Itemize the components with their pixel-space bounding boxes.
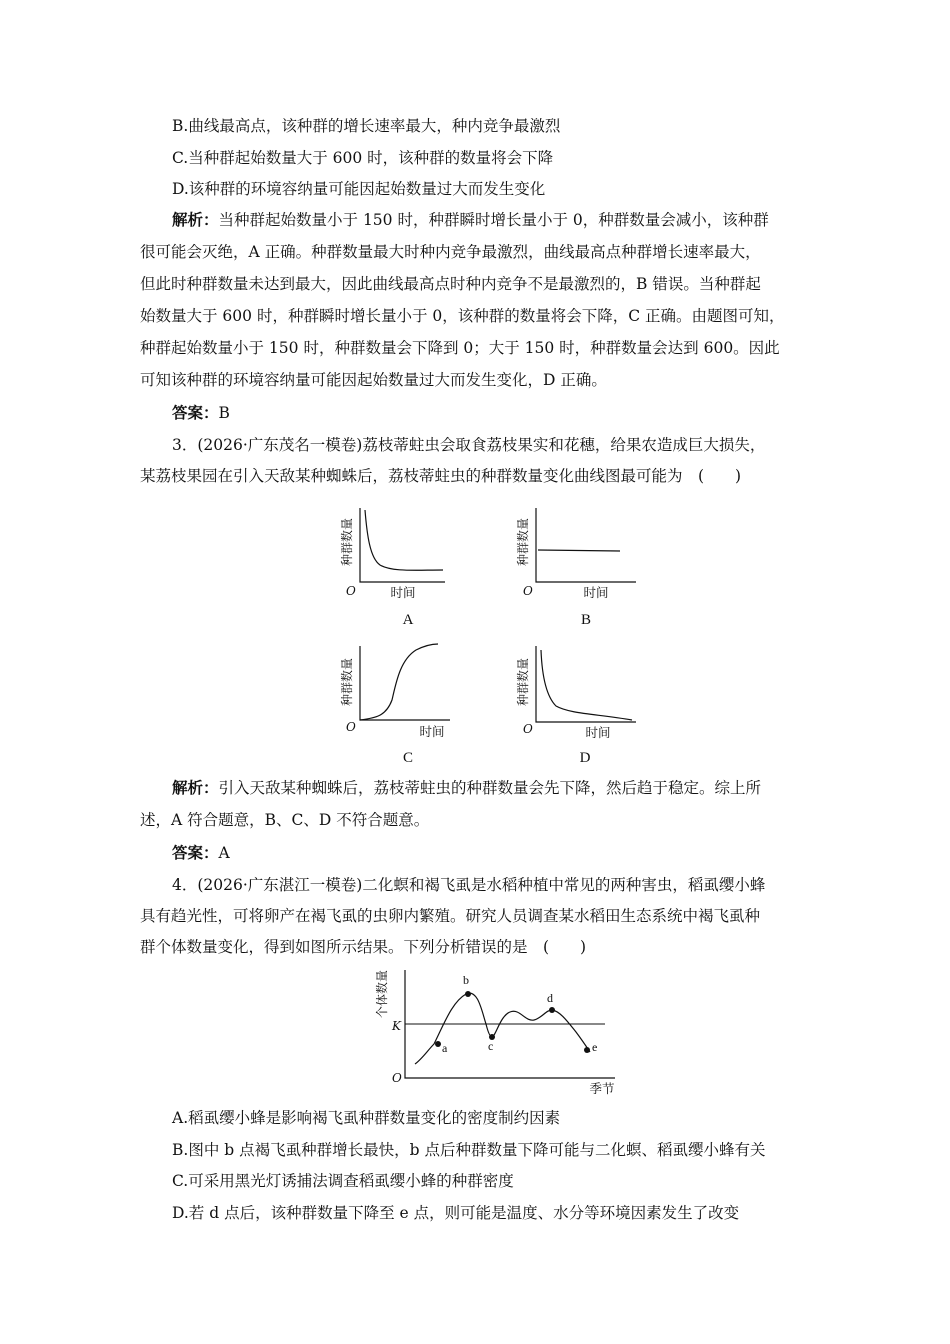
graph-q4-origin: O — [392, 1071, 402, 1085]
graph-a-caption: A — [402, 612, 414, 628]
q4-option-a: A.稻虱缨小蜂是影响褐飞虱种群数量变化的密度制约因素 — [172, 1109, 561, 1127]
graph-a-axes — [360, 508, 445, 582]
graph-d-xlabel: 时间 — [585, 725, 611, 740]
option-d-line: D.该种群的环境容纳量可能因起始数量过大而发生变化 — [172, 180, 546, 198]
graph-q4-point-e — [584, 1047, 590, 1053]
graph-b-caption: B — [580, 612, 592, 628]
question-3-line-1: 3．(2026·广东茂名一模卷)荔枝蒂蛀虫会取食荔枝果实和花穗，给果农造成巨大损失， — [172, 436, 766, 454]
option-b-line: B.曲线最高点，该种群的增长速率最大，种内竞争最激烈 — [172, 117, 561, 135]
graph-c-axes — [360, 646, 450, 720]
graph-b-curve — [538, 550, 620, 551]
question-4-line-3: 群个体数量变化，得到如图所示结果。下列分析错误的是 ( ) — [140, 938, 587, 956]
answer-line: 答案：B — [172, 403, 230, 422]
graph-b — [508, 500, 648, 630]
graph-c-caption: C — [402, 750, 414, 766]
graph-q4-label-e: e — [592, 1040, 598, 1054]
answer-3-label: 答案： — [172, 843, 219, 862]
graph-d-axes — [536, 646, 636, 722]
q4-option-d: D.若 d 点后，该种群数量下降至 e 点，则可能是温度、水分等环境因素发生了改变 — [172, 1204, 740, 1222]
graph-q4-ylabel: 个体数量 — [375, 969, 389, 1019]
graph-q4-point-b — [465, 991, 471, 997]
graph-a-curve — [365, 510, 443, 570]
question-4-line-1: 4．(2026·广东湛江一模卷)二化螟和褐飞虱是水稻种植中常见的两种害虫，稻虱缨小蜂 — [172, 876, 766, 894]
graph-d-ylabel: 种群数量 — [516, 657, 530, 707]
graph-b-xlabel: 时间 — [583, 585, 609, 600]
graph-d-curve — [541, 650, 632, 720]
graph-q4 — [370, 964, 630, 1098]
analysis-label: 解析： — [172, 210, 219, 229]
analysis-line-1: 解析：当种群起始数量小于 150 时，种群瞬时增长量小于 0，种群数量会减小，该种群 — [172, 210, 769, 229]
graph-q4-label-a: a — [442, 1041, 448, 1055]
graph-a-xlabel: 时间 — [390, 585, 416, 600]
graph-d-origin: O — [523, 722, 533, 736]
q4-option-b: B.图中 b 点褐飞虱种群增长最快，b 点后种群数量下降可能与二化螟、稻虱缨小蜂有关 — [172, 1141, 766, 1159]
answer-label: 答案： — [172, 403, 219, 422]
graph-q4-label-b: b — [463, 973, 469, 987]
analysis-line-5: 种群起始数量小于 150 时，种群数量会下降到 0；大于 150 时，种群数量会达到 600。因此 — [140, 339, 780, 357]
graph-q4-xlabel: 季节 — [589, 1081, 615, 1096]
graph-q4-label-c: c — [488, 1039, 494, 1053]
graph-d-caption: D — [579, 750, 591, 766]
analysis-line-2: 很可能会灭绝，A 正确。种群数量最大时种内竞争最激烈，曲线最高点种群增长速率最大， — [140, 243, 761, 261]
graph-c-ylabel: 种群数量 — [340, 657, 354, 707]
answer-3-line: 答案：A — [172, 843, 230, 862]
analysis-3-line-2: 述，A 符合题意，B、C、D 不符合题意。 — [140, 811, 430, 829]
analysis-line-3: 但此时种群数量未达到最大，因此曲线最高点时种内竞争不是最激烈的，B 错误。当种群起 — [140, 275, 761, 293]
analysis-line-6: 可知该种群的环境容纳量可能因起始数量过大而发生变化，D 正确。 — [140, 371, 607, 389]
graph-c — [330, 638, 470, 768]
graph-a-ylabel: 种群数量 — [340, 517, 354, 567]
graph-d — [508, 638, 648, 768]
graph-b-axes — [536, 508, 636, 582]
graph-c-curve — [360, 644, 438, 720]
graph-b-ylabel: 种群数量 — [516, 517, 530, 567]
graph-q4-k-label: K — [392, 1019, 401, 1033]
option-c-line: C.当种群起始数量大于 600 时，该种群的数量将会下降 — [172, 149, 554, 167]
analysis-3-label: 解析： — [172, 778, 219, 797]
question-3-line-2: 某荔枝果园在引入天敌某种蜘蛛后，荔枝蒂蛀虫的种群数量变化曲线图最可能为 ( ) — [140, 467, 742, 485]
graph-a — [330, 500, 470, 630]
graph-c-origin: O — [346, 720, 356, 734]
graph-q4-point-a — [435, 1041, 441, 1047]
question-4-line-2: 具有趋光性，可将卵产在褐飞虱的虫卵内繁殖。研究人员调查某水稻田生态系统中褐飞虱种 — [140, 907, 761, 925]
graph-a-origin: O — [346, 584, 356, 598]
analysis-3-line-1: 解析：引入天敌某种蜘蛛后，荔枝蒂蛀虫的种群数量会先下降，然后趋于稳定。综上所 — [172, 778, 762, 797]
q4-option-c: C.可采用黑光灯诱捕法调查稻虱缨小蜂的种群密度 — [172, 1172, 514, 1190]
graph-c-xlabel: 时间 — [419, 724, 445, 739]
graph-q4-point-d — [549, 1007, 555, 1013]
graph-b-origin: O — [523, 584, 533, 598]
graph-q4-label-d: d — [547, 991, 553, 1005]
analysis-line-4: 始数量大于 600 时，种群瞬时增长量小于 0，该种群的数量将会下降，C 正确。由题图可知， — [140, 307, 785, 325]
